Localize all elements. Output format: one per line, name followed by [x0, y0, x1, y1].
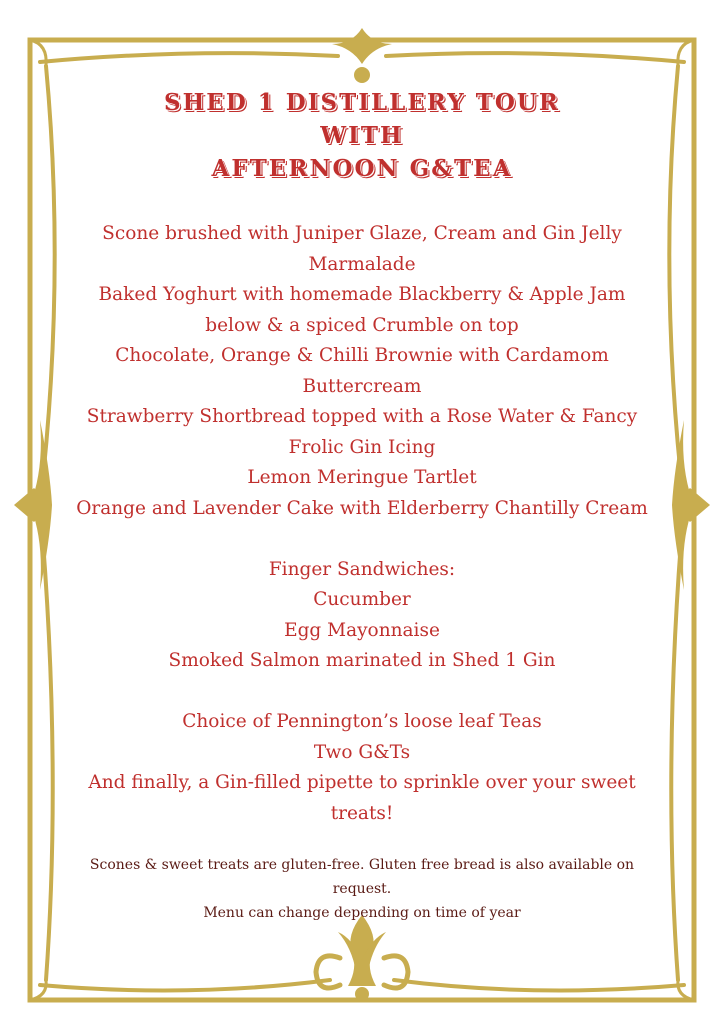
- section-spacer: [60, 524, 664, 555]
- seasonal-note: Menu can change depending on time of year: [203, 905, 521, 921]
- sweet-item: Buttercream: [302, 375, 422, 397]
- sweet-item: Strawberry Shortbread topped with a Rose Water & Fancy: [86, 406, 638, 427]
- extra-item: Choice of Pennington’s loose leaf Teas: [182, 711, 542, 732]
- sweet-item: Marmalade: [308, 253, 416, 275]
- gluten-note: Scones & sweet treats are gluten-free. Gluten free bread is also available on: [89, 857, 635, 873]
- title-line-1: SHED 1 DISTILLERY TOUR: [163, 89, 561, 116]
- sweet-item: Orange and Lavender Cake with Elderberry Chantilly Cream: [76, 497, 648, 519]
- sandwich-item: Egg Mayonnaise: [284, 619, 440, 641]
- title-line-2: WITH: [320, 122, 404, 149]
- menu-title: [0, 86, 724, 185]
- sweet-item: below & a spiced Crumble on top: [205, 314, 519, 336]
- footer-notes: [60, 853, 664, 925]
- gluten-note-cont: request.: [332, 881, 392, 897]
- sandwich-item: Cucumber: [313, 589, 411, 610]
- sandwich-item: Smoked Salmon marinated in Shed 1 Gin: [168, 650, 556, 671]
- extra-item: Two G&Ts: [313, 741, 411, 763]
- extra-item: treats!: [330, 802, 394, 824]
- section-spacer: [60, 677, 664, 708]
- sweet-item: Scone brushed with Juniper Glaze, Cream and Gin Jelly: [102, 223, 622, 244]
- extra-item: And finally, a Gin-filled pipette to sprinkle over your sweet: [88, 772, 636, 793]
- sweet-item: Lemon Meringue Tartlet: [247, 467, 477, 488]
- menu-body: [60, 219, 664, 829]
- sweet-item: Baked Yoghurt with homemade Blackberry & Apple Jam: [98, 284, 626, 305]
- sweet-item: Chocolate, Orange & Chilli Brownie with Cardamom: [115, 345, 609, 366]
- sweet-item: Frolic Gin Icing: [288, 436, 436, 458]
- sandwiches-heading: Finger Sandwiches:: [268, 558, 456, 580]
- title-line-3: AFTERNOON G&TEA: [211, 155, 513, 182]
